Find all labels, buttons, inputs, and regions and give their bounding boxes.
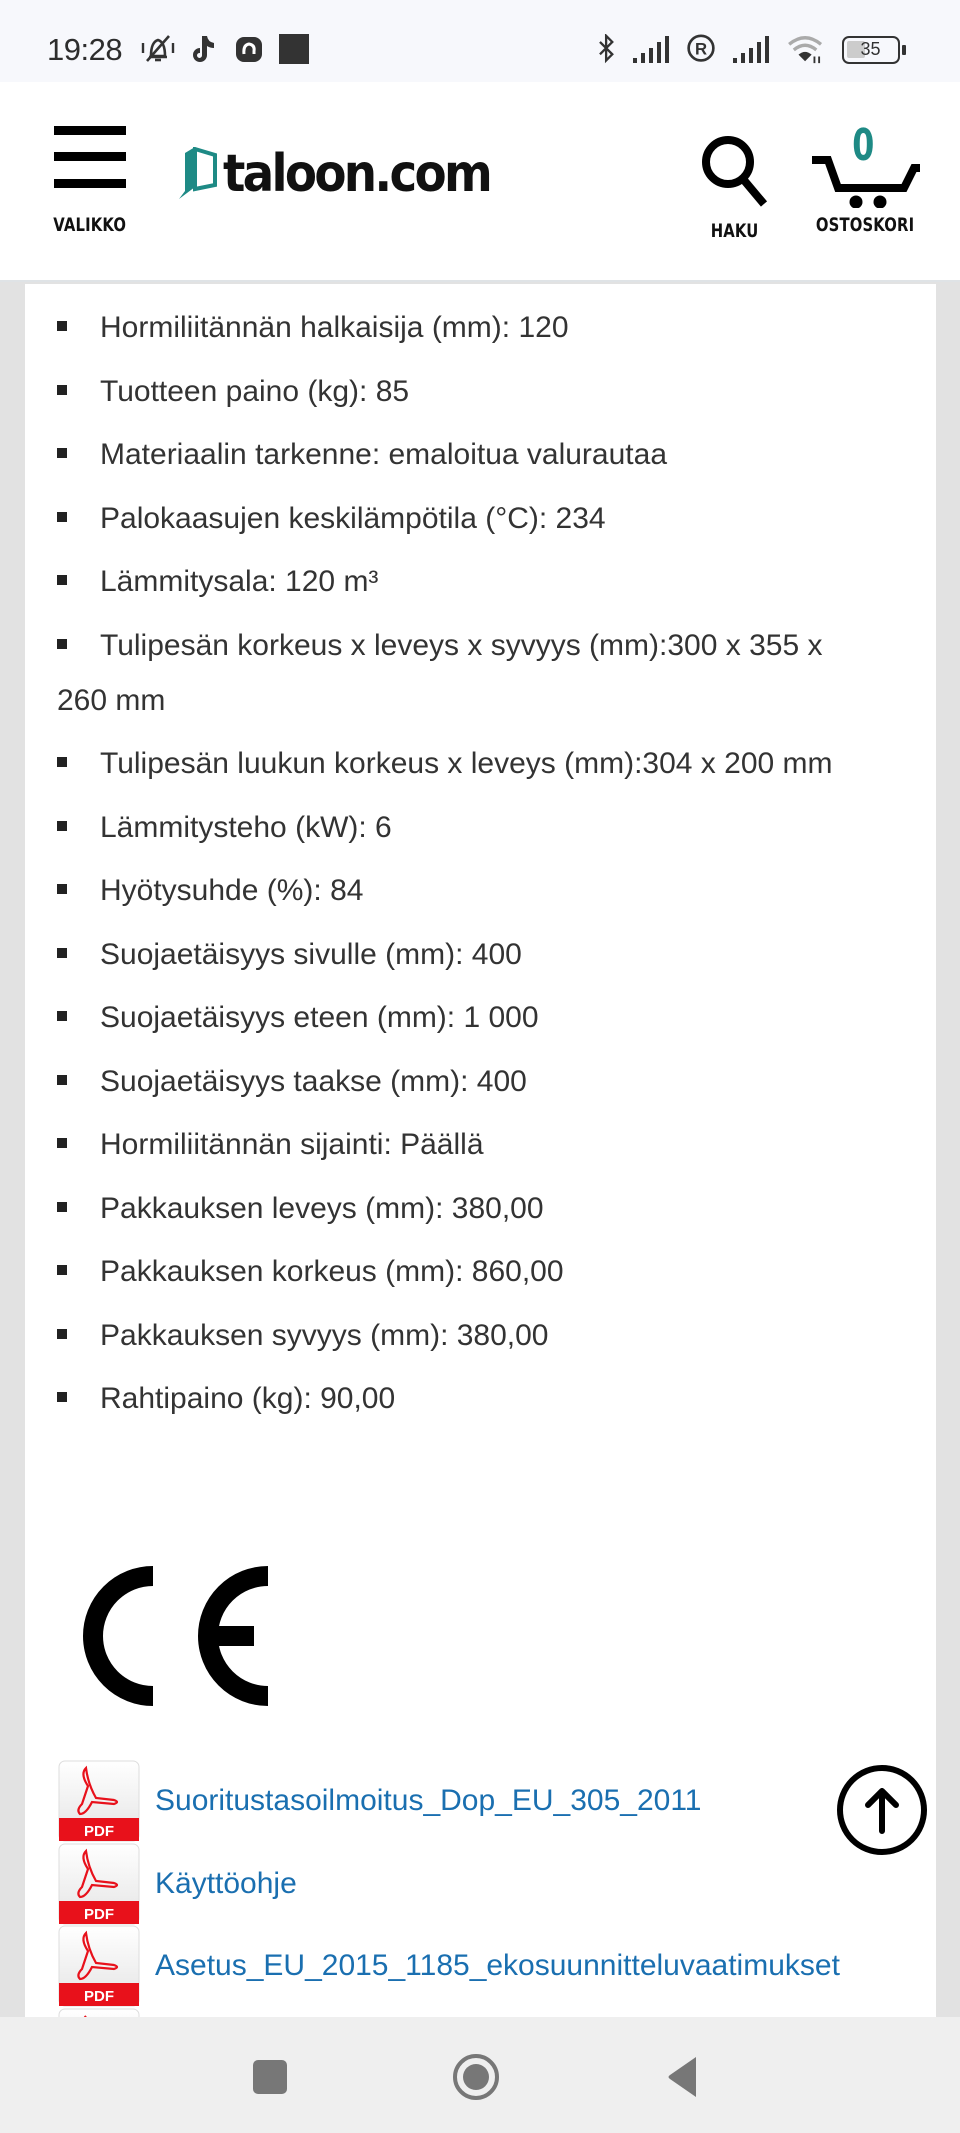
bluetooth-icon [596, 34, 618, 64]
android-nav-bar [0, 2017, 960, 2133]
battery-icon [842, 36, 900, 64]
spec-item: Hormiliitännän sijainti: Päällä [57, 1117, 877, 1172]
home-button[interactable] [446, 2052, 506, 2102]
spec-item: Lämmitysala: 120 m³ [57, 554, 877, 609]
menu-button[interactable] [30, 124, 150, 236]
spec-item: Materiaalin tarkenne: emaloitua valurautaa [57, 427, 877, 482]
pdf-icon [58, 1925, 140, 2007]
app-icon [234, 34, 264, 64]
document-list [58, 1760, 878, 2018]
scroll-to-top-button[interactable] [837, 1765, 927, 1855]
wifi-icon [786, 34, 826, 64]
pdf-icon [58, 1843, 140, 1925]
spec-item: Suojaetäisyys taakse (mm): 400 [57, 1054, 877, 1109]
svg-text:PDF: PDF [84, 1988, 114, 2006]
spec-item: Pakkauksen leveys (mm): 380,00 [57, 1181, 877, 1236]
site-logo[interactable] [175, 144, 520, 204]
site-header [0, 82, 960, 282]
spec-item: Rahtipaino (kg): 90,00 [57, 1371, 877, 1426]
document-link-row[interactable] [58, 1760, 878, 1843]
vibrate-silent-icon [140, 34, 176, 64]
spec-item: Lämmitysteho (kW): 6 [57, 800, 877, 855]
svg-text:R: R [694, 39, 708, 59]
spec-item: Tulipesän luukun korkeus x leveys (mm):304 x 200 mm [57, 736, 847, 791]
back-triangle-icon [662, 2055, 702, 2099]
cart-icon-wrap [810, 120, 920, 208]
spec-item: Suojaetäisyys eteen (mm): 1 000 [57, 990, 877, 1045]
ce-mark-icon [77, 1566, 272, 1706]
pdf-icon [58, 1760, 140, 1842]
search-label: HAKU [711, 220, 759, 242]
cart-label: OSTOSKORI [815, 214, 915, 236]
spec-item: Suojaetäisyys sivulle (mm): 400 [57, 927, 877, 982]
back-button[interactable] [652, 2052, 712, 2102]
document-link-row[interactable] [58, 1925, 878, 2008]
recents-icon [252, 2059, 288, 2095]
pdf-icon-label: PDF [84, 1823, 114, 1841]
cart-count-badge: 0 [852, 120, 875, 171]
spec-item: Tuotteen paino (kg): 85 [57, 364, 877, 419]
spec-item: Hyötysuhde (%): 84 [57, 863, 877, 918]
document-link[interactable]: Käyttöohje [155, 1866, 297, 1900]
product-details-card [25, 284, 936, 2017]
status-bar [0, 0, 960, 82]
signal-icon [732, 34, 772, 64]
home-icon [451, 2052, 501, 2102]
document-link-row-partial[interactable] [58, 2008, 878, 2018]
door-logo-icon [175, 147, 219, 201]
logo-text: taloon.com [223, 144, 491, 204]
spec-list [57, 300, 877, 1435]
tiktok-icon [190, 34, 216, 64]
arrow-up-icon [862, 1785, 902, 1835]
roaming-icon [684, 34, 718, 64]
signal-icon [632, 34, 672, 64]
status-time: 19:28 [47, 32, 123, 67]
pdf-icon [58, 2008, 140, 2018]
spec-item: Tulipesän korkeus x leveys x syvyys (mm):300 x 355 x 260 mm [57, 618, 847, 728]
spec-item: Hormiliitännän halkaisija (mm): 120 [57, 300, 877, 355]
spec-item: Pakkauksen korkeus (mm): 860,00 [57, 1244, 877, 1299]
square-icon [278, 34, 310, 64]
document-link-row[interactable] [58, 1843, 878, 1926]
spec-item: Pakkauksen syvyys (mm): 380,00 [57, 1308, 877, 1363]
hamburger-menu-icon [54, 124, 126, 190]
recents-button[interactable] [240, 2052, 300, 2102]
svg-text:PDF: PDF [84, 1905, 114, 1923]
document-link[interactable]: Asetus_EU_2015_1185_ekosuunnitteluvaatimukset [155, 1949, 840, 1983]
search-button[interactable] [680, 134, 790, 242]
spec-item: Palokaasujen keskilämpötila (°C): 234 [57, 491, 877, 546]
document-link[interactable]: Suoritustasoilmoitus_Dop_EU_305_2011 [155, 1784, 702, 1818]
search-icon [698, 134, 772, 208]
cart-button[interactable] [800, 120, 930, 236]
menu-label: VALIKKO [53, 214, 127, 236]
battery-level: 35 [860, 39, 881, 59]
